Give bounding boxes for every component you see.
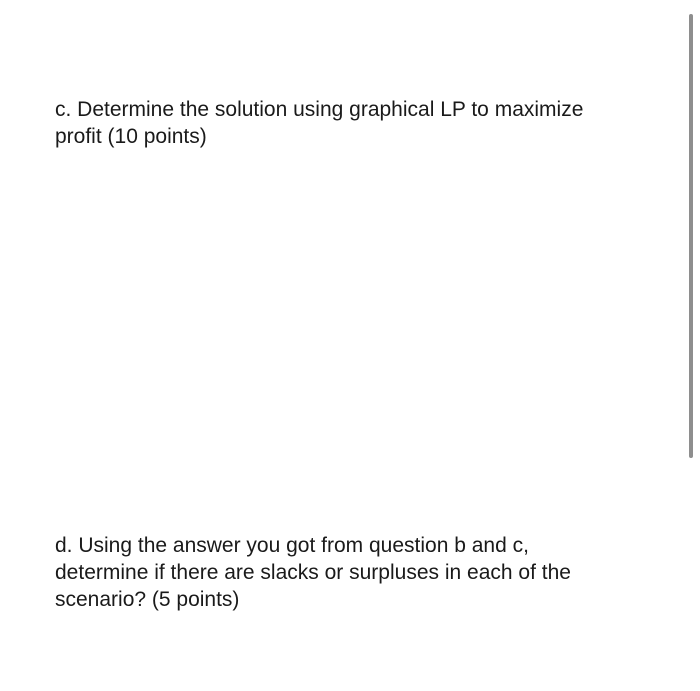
- question-c-line-1: c. Determine the solution using graphical LP to maximize: [55, 98, 584, 121]
- question-d-line-3: scenario? (5 points): [55, 588, 240, 611]
- scrollbar-thumb[interactable]: [689, 14, 693, 458]
- question-d-line-2: determine if there are slacks or surpluses in each of the: [55, 561, 571, 584]
- question-c: [55, 96, 665, 150]
- question-d: [55, 532, 665, 613]
- vertical-scrollbar[interactable]: [689, 14, 694, 458]
- question-c-line-2: profit (10 points): [55, 125, 207, 148]
- question-d-line-1: d. Using the answer you got from question b and c,: [55, 534, 529, 557]
